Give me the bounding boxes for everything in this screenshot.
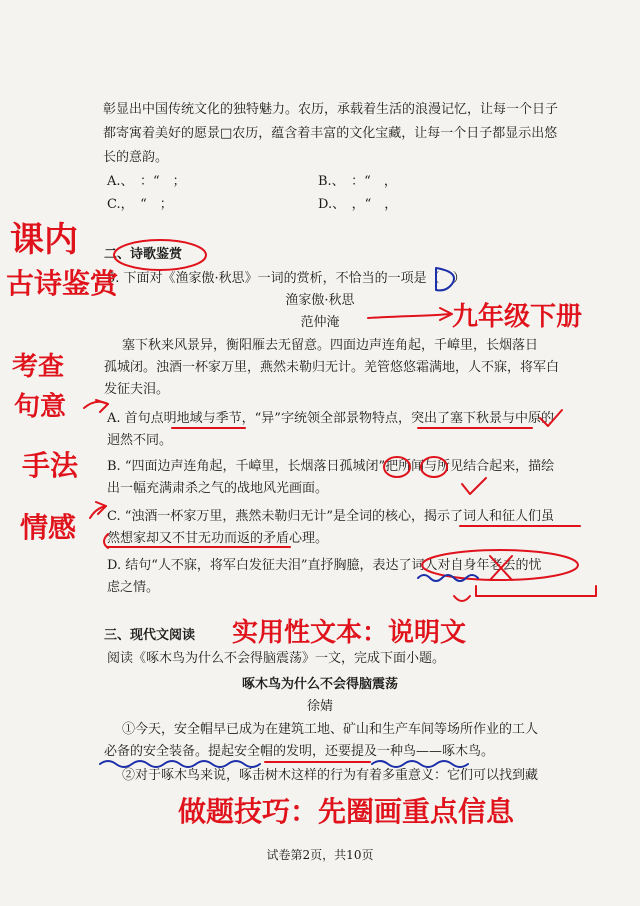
handwritten-note-grade: 九年级下册 (452, 302, 583, 332)
q4-option-c: C.， “ ； (107, 197, 173, 212)
article-title: 啄木鸟为什么不会得脑震荡 (241, 677, 398, 692)
handwritten-note-tip: 做题技巧：先圈画重点信息 (178, 795, 515, 828)
option-a-line-2: 迥然不同。 (107, 433, 173, 448)
q4-option-a: A.、 ：“ ； (107, 174, 186, 189)
emotion-arrow (90, 506, 106, 518)
article-author: 徐婧 (306, 699, 333, 714)
question-5: 5. 下面对《渔家傲·秋思》一词的赏析，不恰当的一项是（ ） (107, 271, 466, 286)
handwritten-note-poem-appreciation: 古诗鉴赏 (6, 267, 119, 300)
handwritten-note-exam: 考查 (12, 352, 65, 382)
check-mark-b (462, 478, 486, 494)
intro-line-2: 都寄寓着美好的愿景□农历，蕴含着丰富的文化宝藏，让每一个日子都显示出悠 (103, 126, 558, 141)
handwritten-note-emotion: 情感 (20, 511, 77, 544)
paragraph-2-line-1: ②对于啄木鸟来说，啄击树木这样的行为有着多重意义：它们可以找到藏 (122, 768, 539, 783)
option-b-line-2: 出一幅充满肃杀之气的战地风光画面。 (107, 481, 329, 496)
paragraph-1-line-1: ①今天，安全帽早已成为在建筑工地、矿山和生产车间等场所作业的工人 (122, 722, 539, 737)
poem-title: 渔家傲·秋思 (285, 293, 355, 308)
handwritten-note-genre: 实用性文本：说明文 (232, 618, 467, 648)
section-2-heading: 二、诗歌鉴赏 (104, 247, 183, 262)
q4-option-d: D.、 ，“ ， (318, 197, 398, 212)
poem-line-2: 孤城闭。浊酒一杯家万里，燕然未勒归无计。羌管悠悠霜满地，人不寐，将军白 (104, 360, 560, 375)
wavy-underline-d (418, 575, 478, 581)
option-c-line-1: C. “浊酒一杯家万里，燕然未勒归无计”是全词的核心，揭示了词人和征人们虽 (107, 509, 555, 524)
handwritten-note-technique: 手法 (22, 449, 79, 482)
poem-line-1: 塞下秋来风景异，衡阳雁去无留意。四面边声连角起，千嶂里，长烟落日 (122, 338, 539, 353)
intro-line-3: 长的意韵。 (103, 150, 169, 165)
option-b-line-1: B. “四面边声连角起，千嶂里，长烟落日孤城闭”把所闻与所见结合起来，描绘 (107, 459, 555, 474)
reading-instruction: 阅读《啄木鸟为什么不会得脑震荡》一文，完成下面小题。 (107, 651, 446, 666)
option-d-line-1: D. 结句“人不寐，将军白发征夫泪”直抒胸臆，表达了词人对自身年老去的忧 (107, 558, 542, 573)
handwritten-note-meaning: 句意 (14, 392, 67, 422)
section-3-heading: 三、现代文阅读 (104, 628, 196, 643)
exam-arrow (84, 402, 108, 408)
bracket-d-box (476, 586, 596, 596)
option-c-line-2: 然想家却又不甘无功而返的矛盾心理。 (107, 531, 329, 546)
poem-author: 范仲淹 (300, 315, 340, 330)
poem-line-3: 发征夫泪。 (104, 382, 170, 397)
handwritten-note-in-class: 课内 (10, 220, 78, 260)
option-a-line-1: A. 首句点明地域与季节，“异”字统领全部景物特点，突出了塞下秋景与中原的 (107, 411, 554, 426)
q4-option-b: B.、 ：“ ， (318, 174, 397, 189)
option-d-line-2: 虑之情。 (107, 580, 160, 595)
paragraph-1-line-2: 必备的安全装备。提起安全帽的发明，还要提及一种鸟——啄木鸟。 (104, 744, 495, 759)
intro-line-1: 彰显出中国传统文化的独特魅力。农历，承载着生活的浪漫记忆，让每一个日子 (103, 102, 559, 117)
page-footer: 试卷第2页，共10页 (266, 848, 374, 862)
